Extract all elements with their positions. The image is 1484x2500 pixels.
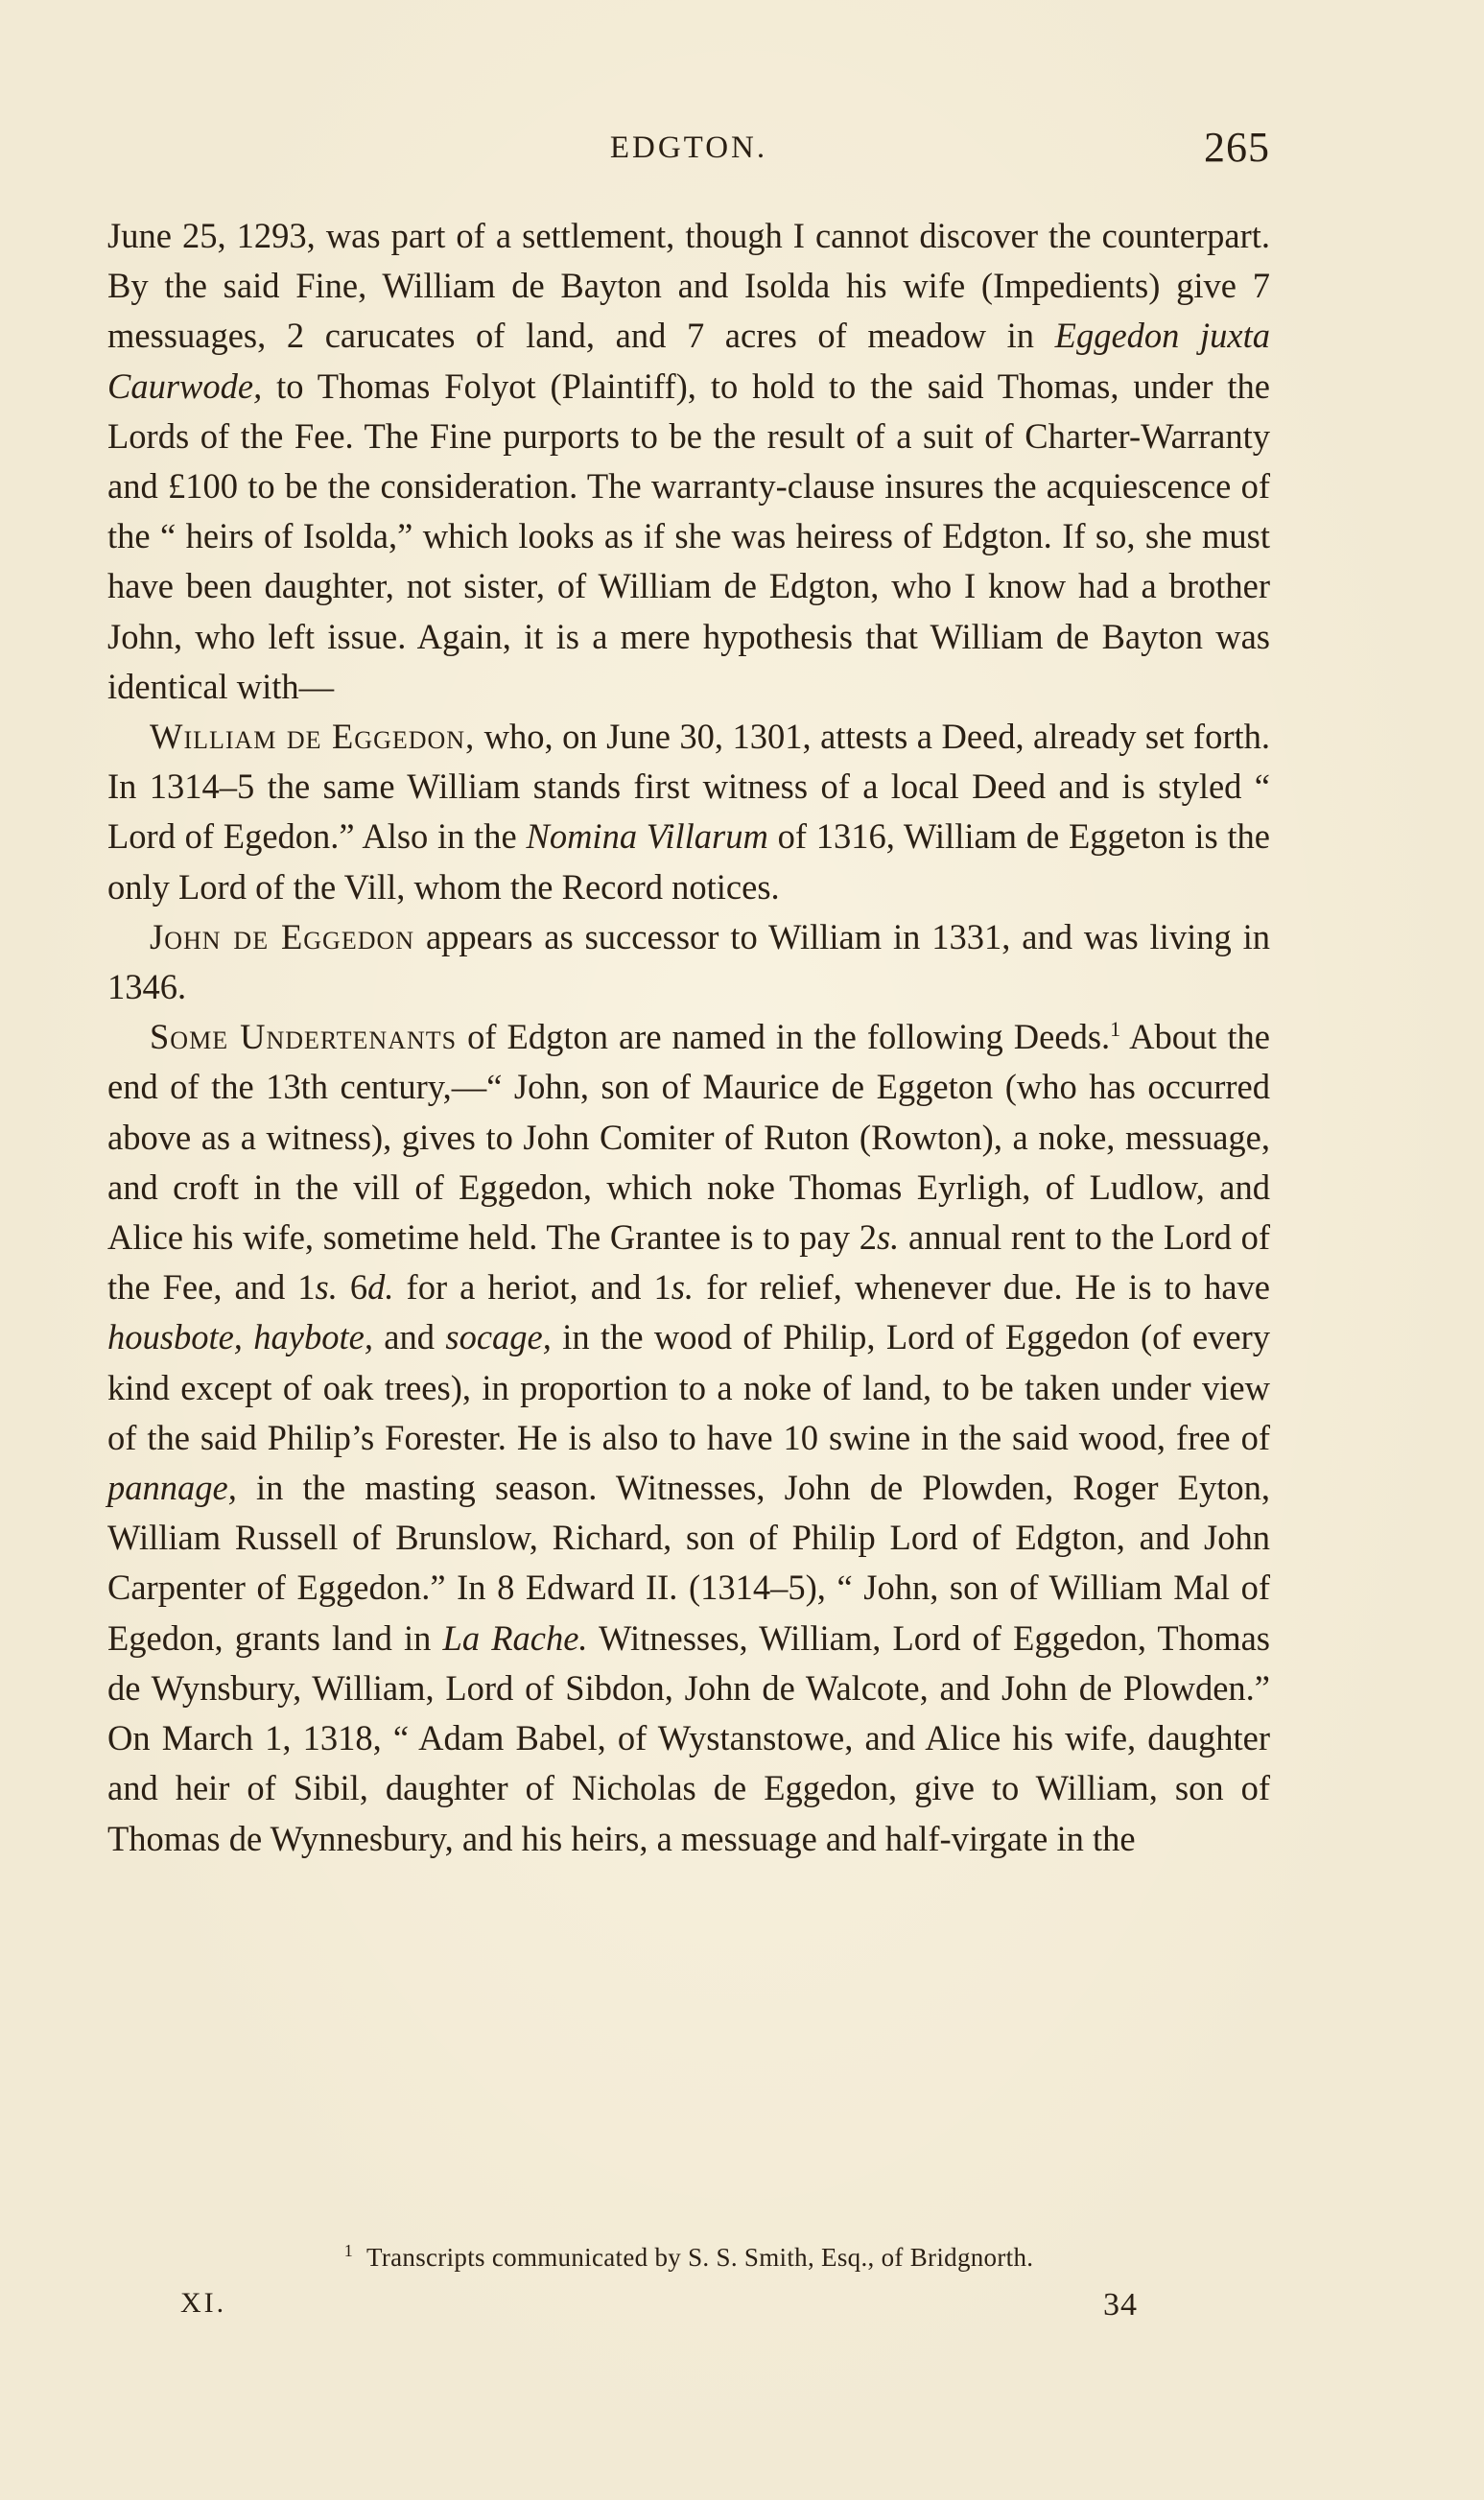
text-run: of Edgton are named in the following Deeds.	[457, 1017, 1111, 1057]
text-run: About the end of the 13th century,—“ John, son of Maurice de Eggeton (who has occurred above as a witness), gives to John Comiter of Ruton (Rowton), a noke, messuage, and croft in the vill of Eggedon, which noke Thomas Eyrligh, of Ludlow, and Alice his wife, sometime held. The Grantee is to pay 2	[107, 1017, 1271, 1258]
text-run: and	[372, 1317, 446, 1357]
text-run: of 1316, William de Eggeton is the only Lord of the Vill, whom the Record notices.	[107, 816, 1270, 907]
text-run: to Thomas Folyot (Plaintiff), to hold to the said Thomas, under the Lords of the Fee. The Fine purports to be the result of a suit of Charter-Warranty and £100 to be the consideration. The warranty-clause insures the acquiescence of the “ heirs of Isolda,” which looks as if she was heiress of Edgton. If so, she must have been daughter, not sister, of William de Edgton, who I know had a brother John, who left issue. Again, it is a mere hypothesis that William de Bayton was identical with—	[107, 366, 1270, 706]
italic-run: housbote, haybote,	[107, 1317, 373, 1357]
page-number: 265	[1204, 124, 1270, 171]
text-run: annual rent to the Lord of the Fee, and 1	[107, 1217, 1270, 1308]
text-run: June 25, 1293, was part of a settlement, though I cannot discover the counterpart. By the said Fine, William de Bayton and Isolda his wife (Impedients) give 7 messuages, 2 carucates of land, and 7 acres of meadow in	[107, 216, 1270, 356]
footnote-mark: 1	[343, 2241, 353, 2260]
paragraph	[107, 1012, 1270, 1863]
italic-run: pannage,	[107, 1468, 237, 1508]
running-head: EDGTON.	[609, 130, 768, 165]
volume-signature: XI.	[180, 2287, 227, 2319]
italic-run: La Rache.	[442, 1617, 588, 1658]
text-run: appears as successor to William in 1331, and was living in 1346.	[107, 916, 1270, 1007]
text-run: in the wood of Philip, Lord of Eggedon (of every kind except of oak trees), in proportion to a noke of land, to be taken under view of the said Philip’s Forester. He is also to have 10 swine in the said wood, free of	[107, 1317, 1271, 1457]
page-header	[107, 123, 1270, 180]
italic-run: Nomina Villarum	[526, 816, 768, 857]
body-text	[107, 211, 1270, 1864]
italic-run: socage,	[445, 1317, 552, 1357]
text-run: who, on June 30, 1301, attests a Deed, already set forth. In 1314–5 the same William stands first witness of a local Deed and is styled “ Lord of Egedon.” Also in the	[107, 717, 1270, 857]
paragraph	[107, 912, 1270, 1012]
text-run: Witnesses, William, Lord of Eggedon, Thomas de Wynsbury, William, Lord of Sibdon, John de Walcote, and John de Plowden.” On March 1, 1318, “ Adam Babel, of Wystanstowe, and Alice his wife, daughter and heir of Sibil, daughter of Nicholas de Eggedon, give to William, son of Thomas de Wynnesbury, and his heirs, a messuage and half-virgate in the	[107, 1617, 1270, 1858]
small-caps-run: John de Eggedon	[150, 916, 415, 956]
paragraph	[107, 712, 1270, 912]
text-run: for relief, whenever due. He is to have	[694, 1267, 1270, 1308]
small-caps-run: William de Eggedon,	[150, 717, 476, 757]
text-run: in the masting season. Witnesses, John de Plowden, Roger Eyton, William Russell of Brunslow, Richard, son of Philip Lord of Edgton, and John Carpenter of Eggedon.” In 8 Edward II. (1314–5), “ John, son of William Mal of Egedon, grants land in	[107, 1468, 1270, 1658]
footnote-text: Transcripts communicated by S. S. Smith, Esq., of Bridgnorth.	[366, 2243, 1034, 2272]
italic-run: s.	[315, 1267, 338, 1308]
italic-run: Eggedon juxta Caurwode,	[107, 316, 1270, 406]
sheet-signature: 34	[1103, 2287, 1138, 2323]
footnote	[107, 2241, 1270, 2273]
small-caps-run: Some Undertenants	[150, 1017, 458, 1057]
text-run: 6	[337, 1267, 368, 1308]
italic-run: s.	[671, 1267, 695, 1308]
footnote-reference[interactable]: 1	[1110, 1017, 1121, 1042]
text-run: for a heriot, and 1	[393, 1267, 671, 1308]
italic-run: s.	[876, 1217, 900, 1258]
italic-run: d.	[367, 1267, 394, 1308]
paragraph	[107, 211, 1270, 712]
